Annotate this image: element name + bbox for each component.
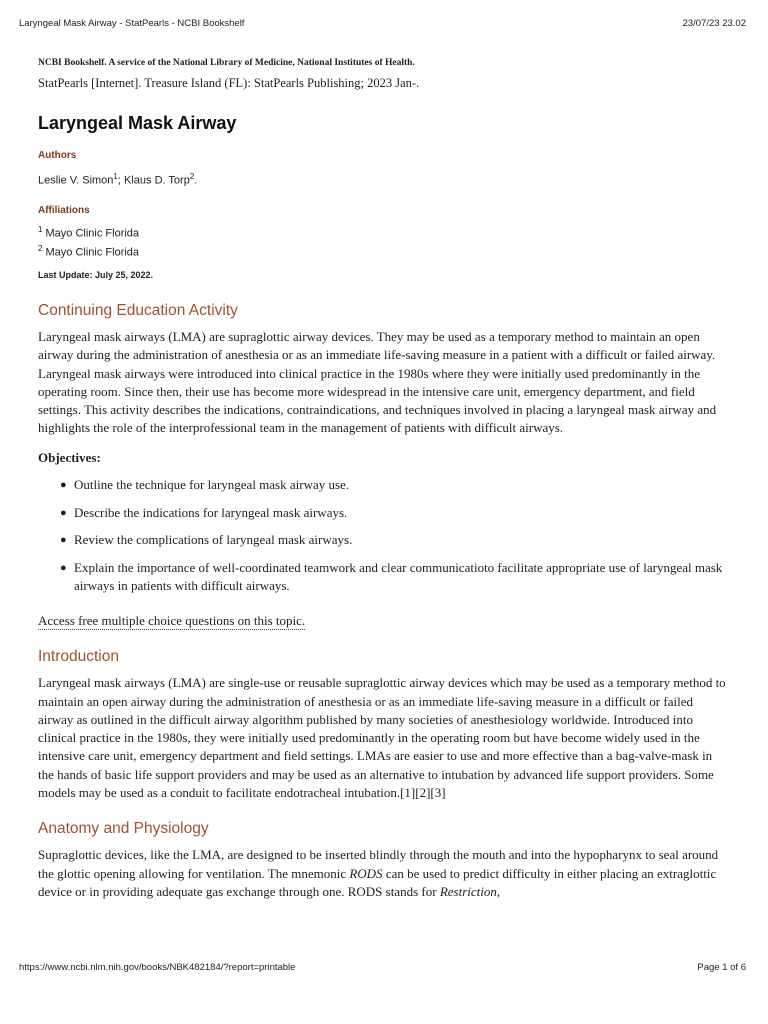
objective-item: [38, 559, 728, 596]
objective-text: Explain the importance of well-coordinated teamwork and clear communicatioto facilitate appropriate use of laryngeal mask airways in patients with difficult airways.: [74, 560, 723, 594]
authors-heading: Authors: [38, 150, 77, 161]
anatomy-text: ,: [496, 883, 501, 899]
author-name[interactable]: Klaus D. Torp: [124, 174, 190, 187]
ncbi-bookshelf-line: NCBI Bookshelf. A service of the National Library of Medicine, National Institutes of Health.: [38, 58, 415, 68]
bullet-icon: ●: [60, 478, 67, 491]
mcq-access-link[interactable]: Access free multiple choice questions on this topic.: [38, 613, 306, 629]
affiliation-item: [38, 241, 728, 261]
authors-list: [38, 169, 728, 189]
anatomy-text: can be used to predict difficulty in either placing an extraglottic device or in providing adequate gas exchange through one. RODS stands for: [38, 865, 717, 899]
cea-paragraph: Laryngeal mask airways (LMA) are supraglottic airway devices. They may be used as a temporary method to maintain an open airway during the administration of anesthesia or as an immediate life-saving measure in a patient with a difficult or failed airway. Laryngeal mask airways were introduced into clinical practice in the 1980s where they were initially used predominantly in the operating room. Since then, their use has become more widespread in the intensive care unit, emergency department, and field settings. This activity describes the indications, contraindications, and techniques involved in placing a laryngeal mask airway and highlights the role of the interprofessional team in the management of patients with difficult airways.: [38, 328, 717, 436]
author-separator: ;: [117, 174, 124, 187]
objective-item: [38, 476, 728, 494]
author-affiliation-ref[interactable]: 2: [189, 172, 195, 181]
rods-term: RODS: [349, 865, 383, 881]
print-datetime: 23/07/23 23.02: [682, 18, 746, 29]
objective-text: Describe the indications for laryngeal mask airways.: [74, 504, 348, 520]
objective-text: Review the complications of laryngeal mask airways.: [74, 532, 353, 548]
affiliation-item: [38, 222, 728, 242]
author-affiliation-ref[interactable]: 1: [113, 172, 118, 181]
anatomy-paragraph: [38, 846, 728, 901]
document-body: [38, 58, 728, 901]
objective-item: [38, 504, 728, 522]
print-header: [19, 18, 746, 29]
bullet-icon: ●: [60, 506, 67, 519]
objective-item: [38, 531, 728, 549]
anatomy-text: Supraglottic devices, like the LMA, are designed to be inserted blindly through the mouth and into the hypopharynx to seal around the glottic opening allowing for ventilation. The mnemonic: [38, 847, 719, 881]
introduction-paragraph: [38, 674, 728, 802]
restriction-term: Restriction: [439, 883, 497, 899]
objectives-label: Objectives:: [38, 449, 101, 465]
print-url: https://www.ncbi.nlm.nih.gov/books/NBK482184/?report=printable: [19, 962, 296, 973]
affiliations-heading: Affiliations: [38, 204, 90, 216]
affiliation-text: Mayo Clinic Florida: [42, 246, 140, 259]
objectives-list: [38, 476, 728, 596]
section-heading-introduction: Introduction: [38, 648, 119, 666]
section-heading-anatomy: Anatomy and Physiology: [38, 820, 209, 838]
reference-links[interactable]: [1][2][3]: [400, 785, 446, 801]
affiliations-list: [38, 222, 728, 261]
print-footer: [19, 962, 746, 973]
print-page-title: Laryngeal Mask Airway - StatPearls - NCBI Bookshelf: [19, 18, 245, 29]
bullet-icon: ●: [60, 562, 67, 575]
page-title: Laryngeal Mask Airway: [38, 113, 237, 133]
affiliation-number: 2: [38, 244, 43, 254]
bullet-icon: ●: [60, 534, 67, 547]
affiliation-number: 1: [38, 224, 43, 234]
author-name[interactable]: Leslie V. Simon: [38, 174, 114, 187]
affiliation-text: Mayo Clinic Florida: [42, 227, 140, 240]
section-heading-continuing-education: Continuing Education Activity: [38, 301, 238, 319]
page-indicator: Page 1 of 6: [697, 962, 746, 973]
author-list-end: .: [194, 174, 198, 187]
citation-line: StatPearls [Internet]. Treasure Island (FL): StatPearls Publishing; 2023 Jan-.: [38, 76, 420, 90]
objective-text: Outline the technique for laryngeal mask airway use.: [74, 476, 350, 492]
last-update: Last Update: July 25, 2022.: [38, 269, 154, 280]
introduction-text: Laryngeal mask airways (LMA) are single-use or reusable supraglottic airway devices which may be used as a temporary method to maintain an open airway during the administration of anesthesia or as an immediate life-saving measure in a difficult or failed airway as outlined in the difficult airway algorithm published by many societies of anesthesiology worldwide. Introduced into clinical practice in the 1980s, they were initially used predominantly in the operating room but have become widely used in the intensive care unit, emergency department and field settings. LMAs are easier to use and more effective than a bag-valve-mask in the hands of basic life support providers and may be used as an alternative to intubation by advanced life support providers. Some models may be used as a conduit to facilitate endotracheal intubation.: [38, 675, 726, 801]
